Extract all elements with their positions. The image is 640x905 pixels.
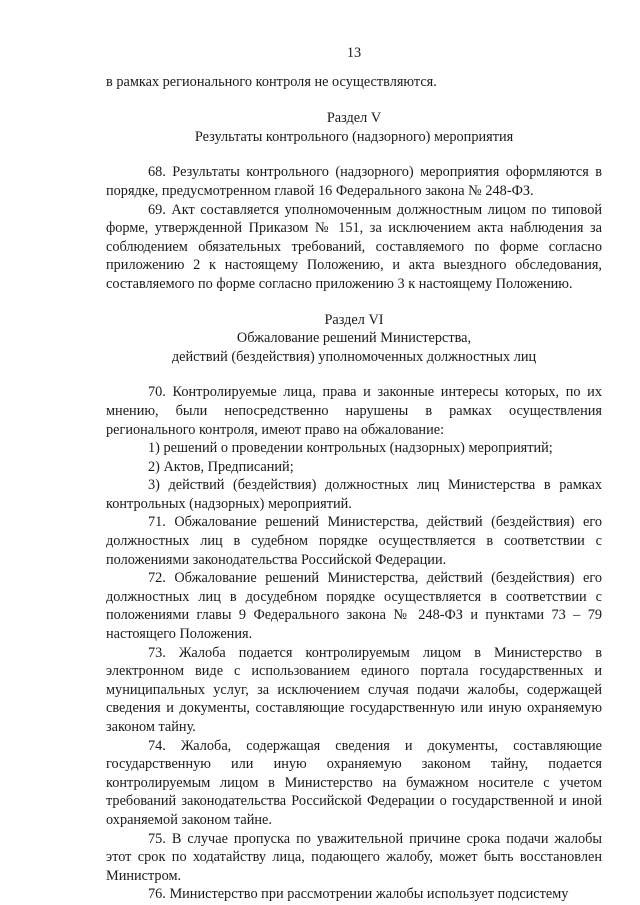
paragraph-75: 75. В случае пропуска по уважительной причине срока подачи жалобы этот срок по ходатайству лица, подающего жалобу, может быть восстановлен Министром. [106, 830, 602, 884]
list-item-2: 2) Актов, Предписаний; [148, 458, 294, 475]
section-6-subtitle-line2: действий (бездействия) уполномоченных должностных лиц [171, 348, 537, 365]
section-6-subtitle-line1: Обжалование решений Министерства, [236, 330, 472, 347]
list-item-3: 3) действий (бездействия) должностных лиц Министерства в рамках контрольных (надзорных) мероприятий. [106, 477, 602, 512]
page-number: 13 [346, 45, 362, 61]
section-5-subtitle: Результаты контрольного (надзорного) мероприятия [194, 128, 514, 145]
section-6-title: Раздел VI [324, 311, 384, 328]
paragraph-71: 71. Обжалование решений Министерства, действий (бездействия) его должностных лиц в судебном порядке осуществляется в соответствии с положениями законодательства Российской Федерации. [106, 514, 602, 568]
paragraph-73: 73. Жалоба подается контролируемым лицом в Министерство в электронном виде с использованием единого портала государственных и муниципальных услуг, за исключением случая подачи жалобы, содержащей сведения и документы, составляющие государственную или иную охраняемую законом тайну. [106, 644, 602, 735]
list-item-1: 1) решений о проведении контрольных (надзорных) мероприятий; [148, 440, 553, 457]
paragraph-continuation: в рамках регионального контроля не осуществляются. [106, 73, 437, 90]
paragraph-76: 76. Министерство при рассмотрении жалобы использует подсистему [148, 886, 569, 903]
paragraph-74: 74. Жалоба, содержащая сведения и документы, составляющие государственную или иную охраняемую законом тайну, подается контролируемым лицом в Министерство на бумажном носителе с учетом требований законодательства Российской Федерации о государственной и иной охраняемой законом тайне. [106, 737, 602, 828]
paragraph-69: 69. Акт составляется уполномоченным должностным лицом по типовой форме, утвержденной Приказом № 151, за исключением акта наблюдения за соблюдением обязательных требований, составляемого по форме согласно приложению 2 к настоящему Положению, и акта выездного обследования, составляемого по форме согласно приложению 3 к настоящему Положению. [106, 201, 602, 292]
paragraph-68: 68. Результаты контрольного (надзорного) мероприятия оформляются в порядке, предусмотренном главой 16 Федерального закона № 248-ФЗ. [106, 164, 602, 199]
paragraph-72: 72. Обжалование решений Министерства, действий (бездействия) его должностных лиц в досудебном порядке осуществляется в соответствии с положениями главы 9 Федерального закона № 248-ФЗ и пунктами 73 – 79 настоящего Положения. [106, 570, 602, 643]
section-5-title: Раздел V [326, 110, 382, 127]
paragraph-70: 70. Контролируемые лица, права и законные интересы которых, по их мнению, были непосредственно нарушены в рамках осуществления регионального контроля, имеют право на обжалование: [106, 384, 602, 438]
